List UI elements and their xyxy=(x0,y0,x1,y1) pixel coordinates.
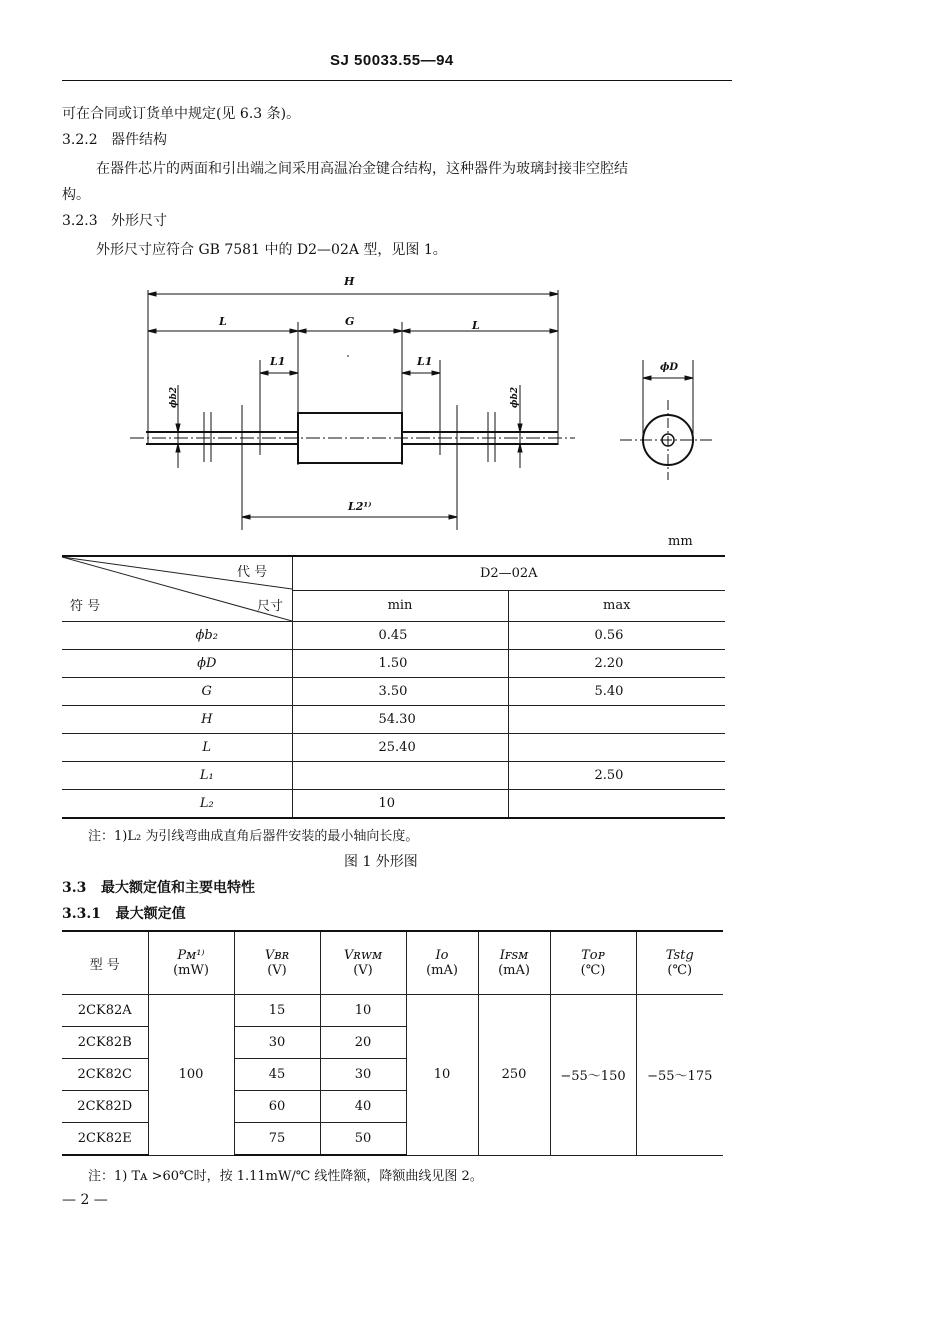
table-row: ϕb₂ 0.45 0.56 xyxy=(62,622,725,650)
paragraph-2-line-2: 构。 xyxy=(62,187,90,203)
header-code: 代 号 xyxy=(237,565,268,580)
header-tstg: Tstg (℃) xyxy=(636,931,723,995)
header-io: Iᴏ (mA) xyxy=(406,931,478,995)
label-phi2-left: ϕb2 xyxy=(169,386,179,408)
table-row: 2CK82D 60 40 xyxy=(62,1091,723,1123)
table-row: 2CK82B 30 20 xyxy=(62,1027,723,1059)
document-header: SJ 50033.55—94 xyxy=(330,52,454,69)
section-number: 3.3.1 xyxy=(62,906,101,922)
section-title: 最大额定值和主要电特性 xyxy=(100,880,255,896)
table-row: 2CK82C 45 30 xyxy=(62,1059,723,1091)
section-title: 最大额定值 xyxy=(115,906,186,922)
unit-label: mm xyxy=(668,534,693,549)
header-top: Tᴏᴘ (℃) xyxy=(550,931,636,995)
dimension-table xyxy=(62,555,725,819)
header-size: 尺寸 xyxy=(257,599,284,614)
table-row: 2CK82E 75 50 xyxy=(62,1123,723,1156)
label-H: H xyxy=(344,275,355,288)
figure-caption: 图 1 外形图 xyxy=(344,854,418,870)
table-header-row xyxy=(62,931,723,995)
model-header: D2—02A xyxy=(292,556,725,590)
note-2: 注：1) Tᴀ >60℃时，按 1.11mW/℃ 线性降额，降额曲线见图 2。 xyxy=(88,1169,483,1184)
paragraph-3: 外形尺寸应符合 GB 7581 中的 D2—02A 型，见图 1。 xyxy=(96,242,447,258)
note-1: 注：1)L₂ 为引线弯曲成直角后器件安装的最小轴向长度。 xyxy=(88,829,419,844)
io-value: 10 xyxy=(406,995,478,1156)
table-row: L₁ 2.50 xyxy=(62,762,725,790)
section-3-3 xyxy=(62,877,255,897)
ifsm-value: 250 xyxy=(478,995,550,1156)
label-L-left: L xyxy=(219,315,227,328)
label-L1-right: L1 xyxy=(417,355,433,368)
table-row: L₂ 10 xyxy=(62,790,725,819)
outline-drawing xyxy=(0,0,950,560)
tstg-value: −55～175 xyxy=(636,995,723,1156)
top-value: −55～150 xyxy=(550,995,636,1156)
table-row: ϕD 1.50 2.20 xyxy=(62,650,725,678)
label-phi2-right: ϕb2 xyxy=(510,386,520,408)
table-row: 2CK82A 100 15 10 10 250 −55～150 −55～175 xyxy=(62,995,723,1027)
section-3-3-1 xyxy=(62,903,186,923)
section-number: 3.2.2 xyxy=(62,132,98,148)
section-number: 3.3 xyxy=(62,880,87,896)
table-row: H 54.30 xyxy=(62,706,725,734)
ratings-table xyxy=(62,930,723,1156)
max-header: max xyxy=(508,590,725,621)
section-title: 器件结构 xyxy=(110,132,167,148)
label-L1-left: L1 xyxy=(270,355,286,368)
label-L2: L2¹⁾ xyxy=(348,500,372,513)
table-row: L 25.40 xyxy=(62,734,725,762)
pm-value: 100 xyxy=(148,995,234,1156)
min-header: min xyxy=(292,590,508,621)
paragraph-1: 可在合同或订货单中规定(见 6.3 条)。 xyxy=(62,106,301,122)
header-pm: Pᴍ¹⁾ (mW) xyxy=(148,931,234,995)
diagonal-header-cell xyxy=(62,556,292,622)
header-vbr: Vʙʀ (V) xyxy=(234,931,320,995)
section-number: 3.2.3 xyxy=(62,213,98,229)
label-phiD: ϕD xyxy=(660,362,679,373)
label-L-right: L xyxy=(472,319,480,332)
header-ifsm: Iꜰsᴍ (mA) xyxy=(478,931,550,995)
page-number: — 2 — xyxy=(62,1192,108,1208)
header-model: 型 号 xyxy=(62,931,148,995)
paragraph-2-line-1: 在器件芯片的两面和引出端之间采用高温冶金键合结构，这种器件为玻璃封接非空腔结 xyxy=(96,161,628,177)
header-symbol: 符 号 xyxy=(70,599,101,614)
header-vrwm: Vʀᴡᴍ (V) xyxy=(320,931,406,995)
table-row: G 3.50 5.40 xyxy=(62,678,725,706)
label-G: G xyxy=(345,315,355,328)
section-title: 外形尺寸 xyxy=(110,213,167,229)
